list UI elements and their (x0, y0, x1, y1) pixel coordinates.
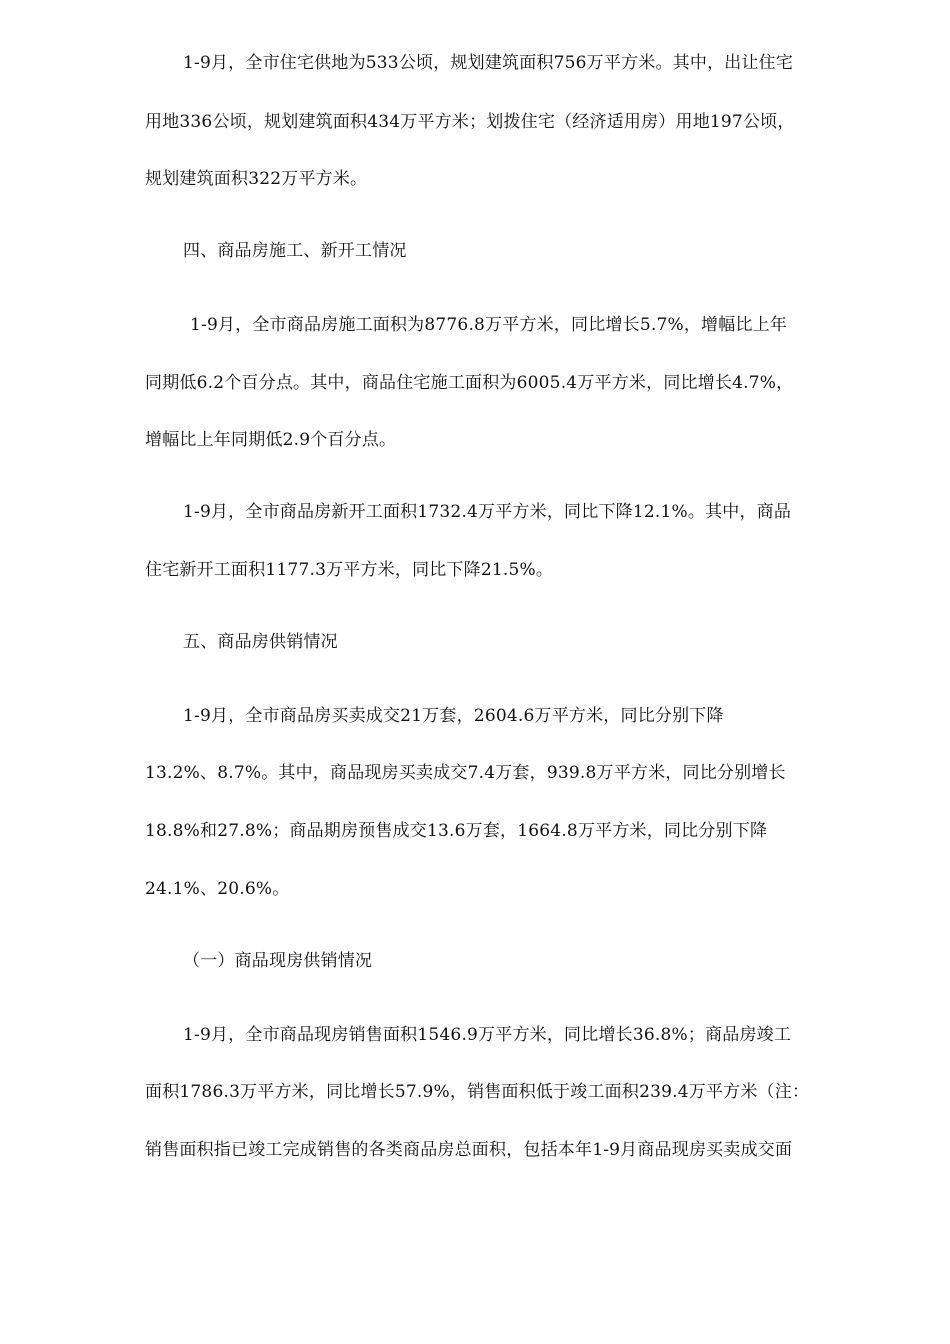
paragraph-sales-line: 1-9月，全市商品房买卖成交21万套，2604.6万平方米，同比分别下降 (183, 706, 724, 726)
subsection-heading-existing-homes: （一）商品现房供销情况 (183, 951, 373, 971)
paragraph-construction-line: 同期低6.2个百分点。其中，商品住宅施工面积为6005.4万平方米，同比增长4.7%， (145, 373, 794, 393)
paragraph-sales-line: 13.2%、8.7%。其中，商品现房买卖成交7.4万套，939.8万平方米，同比分别增长 (145, 763, 786, 783)
paragraph-new-starts-line: 1-9月，全市商品房新开工面积1732.4万平方米，同比下降12.1%。其中，商品 (183, 502, 792, 522)
paragraph-existing-homes-line: 面积1786.3万平方米，同比增长57.9%，销售面积低于竣工面积239.4万平方米（注： (145, 1082, 810, 1102)
paragraph-sales-line: 18.8%和27.8%；商品期房预售成交13.6万套，1664.8万平方米，同比分别下降 (145, 821, 768, 841)
section-heading-sales: 五、商品房供销情况 (183, 632, 338, 652)
paragraph-existing-homes-line: 销售面积指已竣工完成销售的各类商品房总面积，包括本年1-9月商品现房买卖成交面 (145, 1140, 793, 1160)
paragraph-construction-line: 1-9月，全市商品房施工面积为8776.8万平方米，同比增长5.7%，增幅比上年 (190, 315, 788, 335)
paragraph-sales-line: 24.1%、20.6%。 (145, 879, 290, 899)
paragraph-land-supply-line: 用地336公顷，规划建筑面积434万平方米；划拨住宅（经济适用房）用地197公顷， (145, 112, 795, 132)
paragraph-land-supply-line: 规划建筑面积322万平方米。 (145, 169, 368, 189)
paragraph-existing-homes-line: 1-9月，全市商品现房销售面积1546.9万平方米，同比增长36.8%；商品房竣工 (183, 1025, 792, 1045)
paragraph-new-starts-line: 住宅新开工面积1177.3万平方米，同比下降21.5%。 (145, 560, 554, 580)
section-heading-construction: 四、商品房施工、新开工情况 (183, 241, 407, 261)
paragraph-land-supply-line: 1-9月，全市住宅供地为533公顷，规划建筑面积756万平方米。其中，出让住宅 (183, 53, 794, 73)
paragraph-construction-line: 增幅比上年同期低2.9个百分点。 (145, 430, 397, 450)
